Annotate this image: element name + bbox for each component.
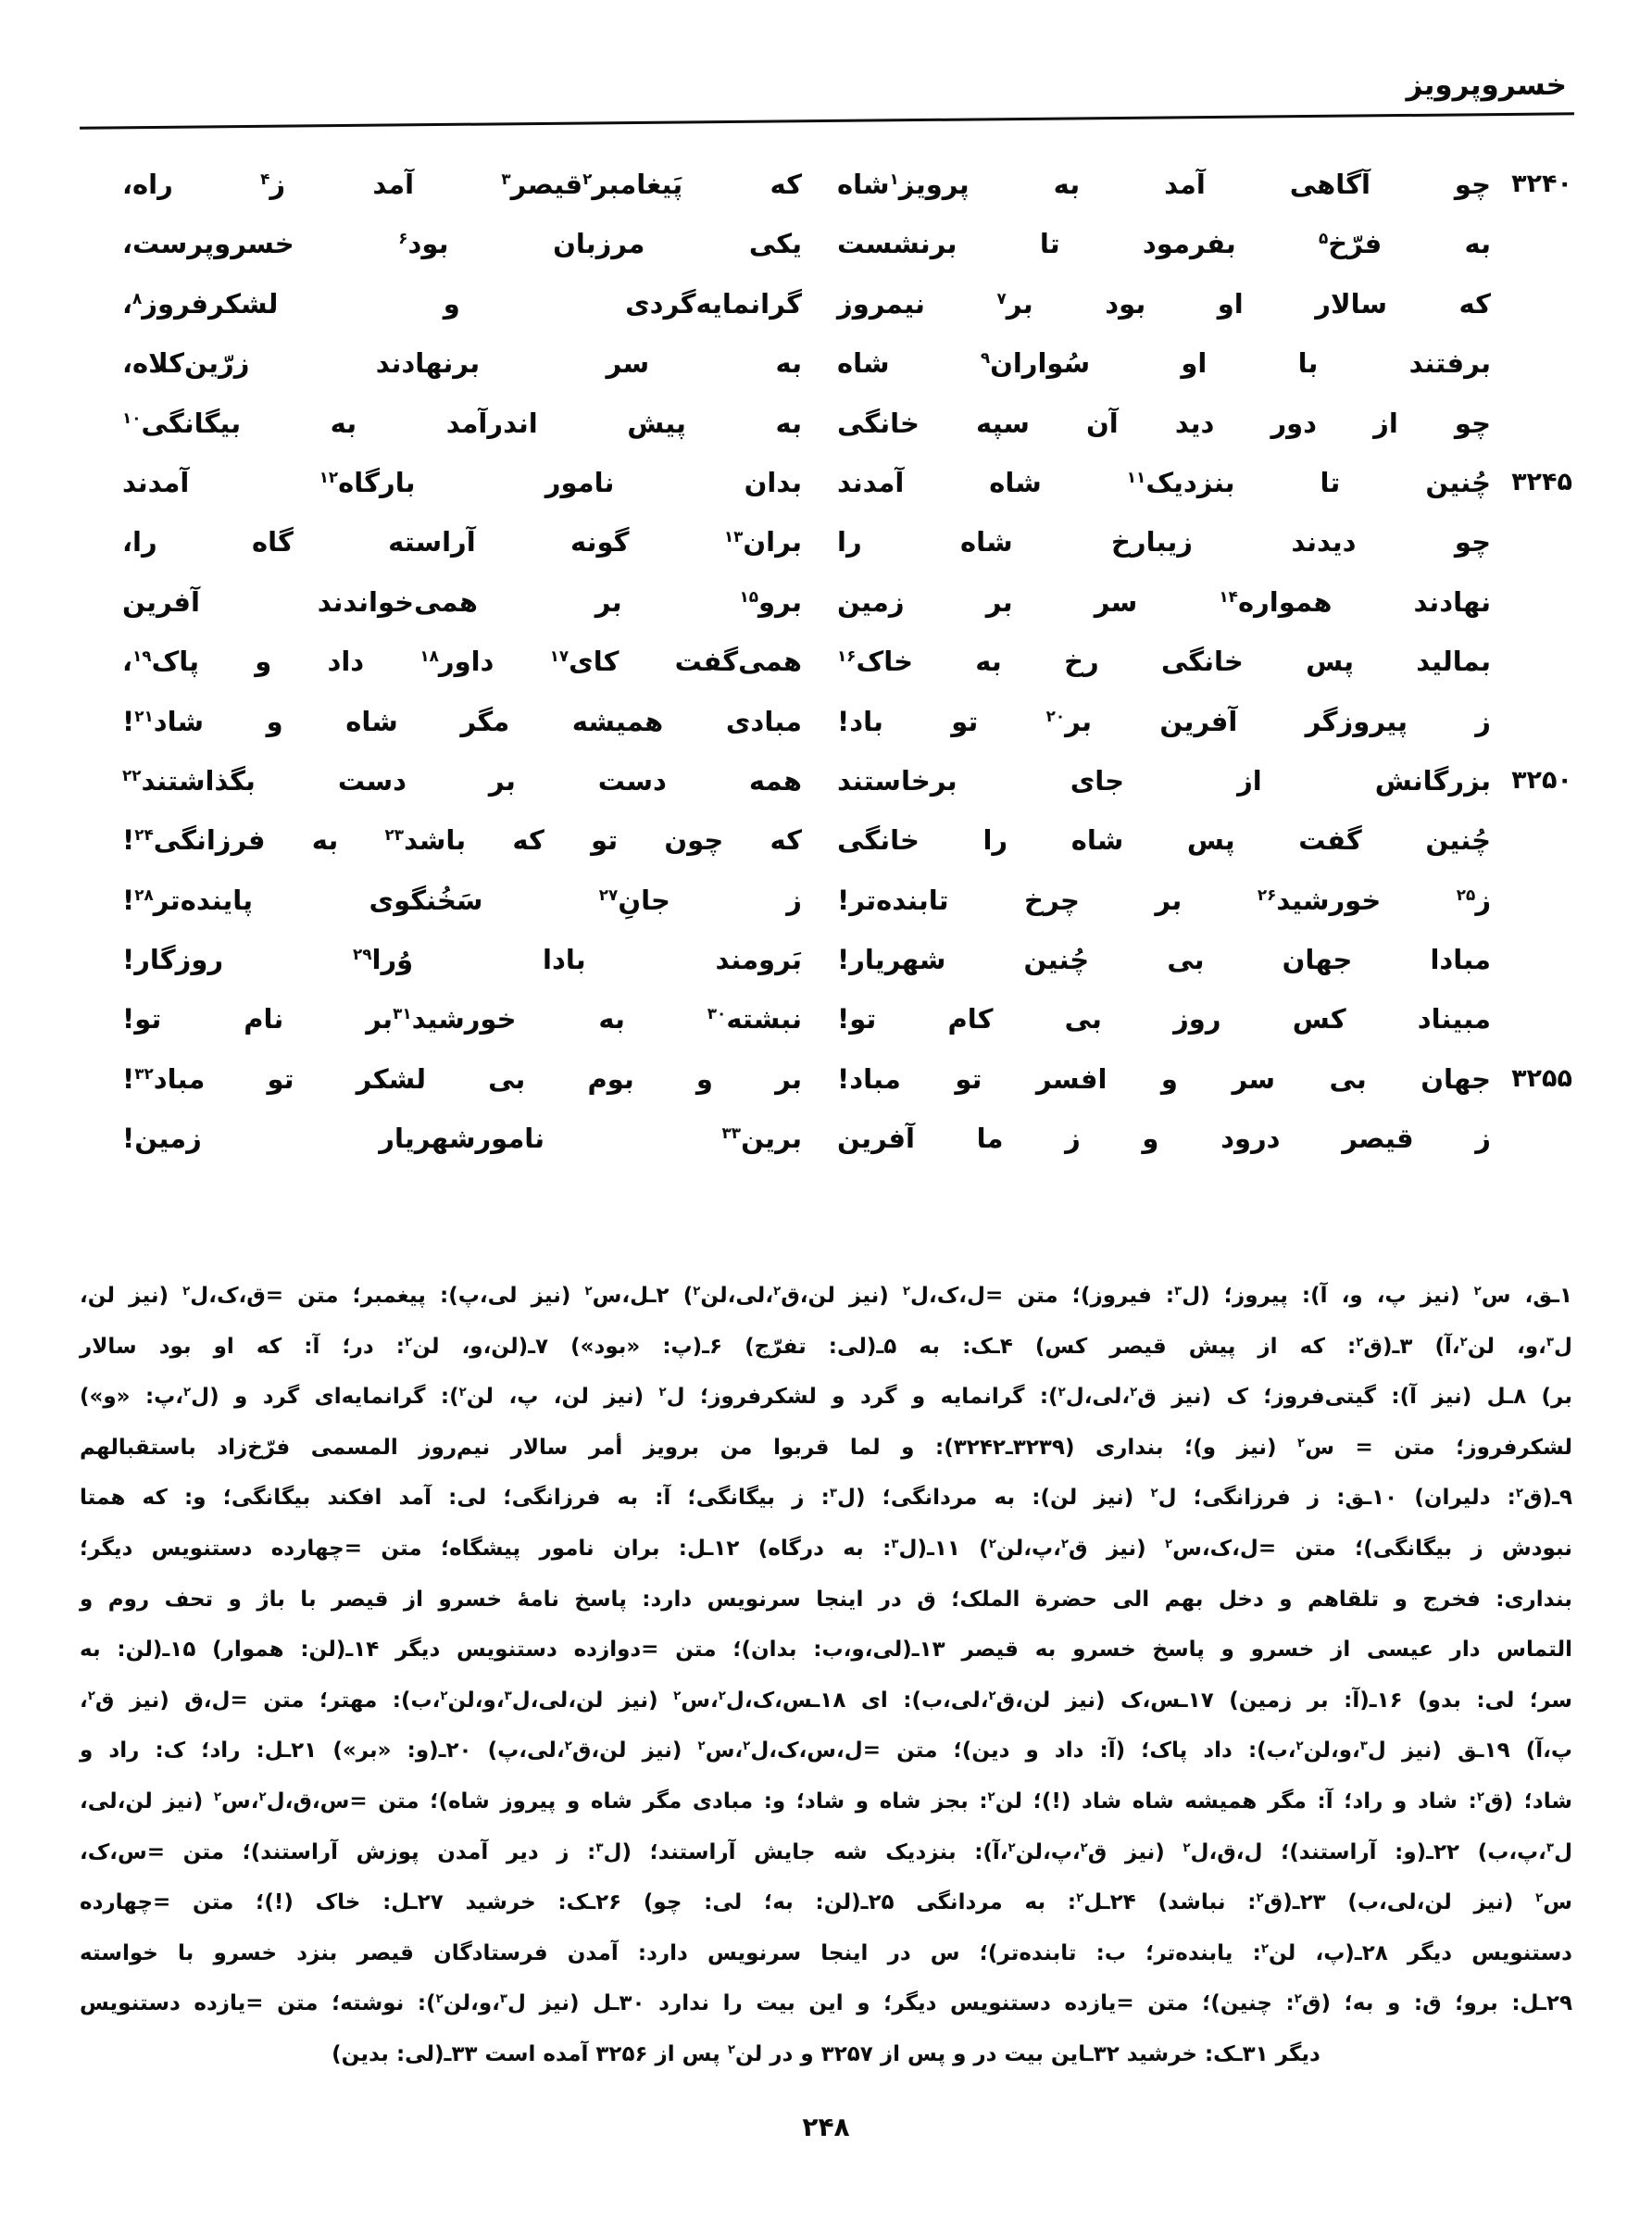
- footnote-line: دستنویس دیگر ۲۸ـ(پ، لن$^۲$: یابنده‌تر؛ ب: تابنده‌تر)؛ س در اینجا سرنویس دارد: آمدن فرستادگان قیصر بنزد خسرو با خواسته: [80, 1940, 1572, 1965]
- verse-number: [1491, 214, 1572, 273]
- verse-number: [1491, 572, 1572, 632]
- verse-row: [122, 394, 1572, 453]
- verse-number: [1491, 632, 1572, 691]
- hemistich-first: برفتند با او سُواران$^۹$ شاه: [837, 347, 1492, 380]
- verse-row: [122, 1109, 1572, 1168]
- hemistich-first: چو دیدند زیبارخ شاه را: [837, 526, 1491, 558]
- hemistich-first: چو آگاهی آمد به پرویز$^۱$شاه: [837, 169, 1491, 200]
- footnote-line: نبودش ز بیگانگی)؛ متن =ل،ک،س$^۲$ (نیز ق$^۲$،پ،لن$^۲$) ۱۱ـ(ل$^۳$: به درگاه) ۱۲ـل: بران نامور پیشگاه؛ متن =چهارده دستنویس دیگر؛: [80, 1536, 1572, 1561]
- verse-row: [122, 333, 1572, 393]
- hemistich-first: بمالید پس خانگی رخ به خاک$^{۱۶}$: [837, 646, 1491, 678]
- hemistich-second: ز جانِ$^{۲۷}$ سَخُنگوی پاینده‌تر$^{۲۸}$!: [122, 884, 802, 916]
- verse-row: [122, 871, 1572, 930]
- hemistich-second: به سر برنهادند زرّین‌کلاه،: [122, 347, 802, 380]
- verse-number: [1491, 989, 1572, 1048]
- header-rule: [80, 112, 1574, 129]
- hemistich-second: که چون تو که باشد$^{۲۳}$ به فرزانگی$^{۲۴}$!: [122, 824, 802, 857]
- hemistich-second: بدان نامور بارگاه$^{۱۲}$ آمدند: [122, 466, 803, 498]
- verse-number: [1491, 871, 1572, 930]
- verse-number: ۳۲۴۰: [1511, 169, 1572, 198]
- hemistich-first: چُنین گفت پس شاه را خانگی: [837, 824, 1491, 857]
- verse-row: [122, 632, 1572, 691]
- verse-number: [1491, 1109, 1572, 1168]
- verse-row: [122, 214, 1572, 273]
- hemistich-second: گرانمایه‌گردی و لشکرفروز$^۸$،: [122, 287, 802, 320]
- footnote-line: بنداری: فخرج و تلقاهم و دخل بهم الی حضرة الملک؛ ق در اینجا سرنویس دارد: پاسخ نامهٔ خسرو از قیصر با باژ و تحف روم و: [80, 1587, 1572, 1612]
- footnote-line: ۱ـق، س$^۲$ (نیز پ، و، آ): پیروز؛ (ل$^۳$: فیروز)؛ متن =ل،ک،ل$^۲$ (نیز لن،ق$^۲$،لی،لن$^۲$) ۲ـل،س$^۲$ (نیز لی،پ): پیغمبر؛ متن =ق،ک،ل$^۲$ (نیز لن،: [80, 1284, 1573, 1308]
- hemistich-second: یکی مرزبان بود$^۶$ خسروپرست،: [122, 228, 802, 260]
- verse-number: [1491, 930, 1572, 989]
- hemistich-second: همه دست بر دست بگذاشتند$^{۲۲}$: [122, 764, 802, 797]
- hemistich-second: به پیش اندرآمد به بیگانگی$^{۱۰}$: [122, 407, 802, 439]
- hemistich-second: برو$^{۱۵}$ بر همی‌خواندند آفرین: [122, 585, 802, 618]
- footnote-line: بر) ۸ـل (نیز آ): گیتی‌فروز؛ ک (نیز ق$^۲$،لی،ل$^۲$): گرانمایه و گرد و لشکرفروز؛ ل$^۲$ (نیز لن، پ، لن$^۲$): گرانمایه‌ای گرد و (ل$^۲$،پ: «و»): [80, 1385, 1572, 1410]
- footnote-line: التماس دار عیسی از خسرو و پاسخ خسرو به قیصر ۱۳ـ(لی،و،ب: بدان)؛ متن =دوازده دستنویس دیگر ۱۴ـ(لن: هموار) ۱۵ـ(لن: به: [80, 1638, 1573, 1663]
- verse-row: [122, 155, 1572, 214]
- hemistich-first: چُنین تا بنزدیک$^{۱۱}$ شاه آمدند: [837, 466, 1491, 498]
- hemistich-first: چو از دور دید آن سپه خانگی: [837, 407, 1491, 439]
- verse-block: [122, 155, 1572, 1169]
- page-number: ۲۴۸: [802, 2112, 850, 2142]
- hemistich-first: که سالار او بود بر$^۷$ نیمروز: [837, 287, 1491, 320]
- verse-number: ۳۲۵۵: [1511, 1063, 1572, 1093]
- verse-number: [1491, 512, 1572, 571]
- verse-row: [122, 572, 1572, 632]
- footnote-line: سر؛ لی: بدو) ۱۶ـ(آ: بر زمین) ۱۷ـس،ک (نیز لن،ق$^۲$،لی،ب): ای ۱۸ـس،ک،ل$^۲$،س$^۲$ (نیز لن،لی،ل$^۳$،و،لن$^۲$،ب): مهتر؛ متن =ل،ق (نیز ق$^۲$،: [80, 1688, 1573, 1713]
- hemistich-second: که پَیغامبر$^۲$قیصر$^۳$ آمد ز$^۴$ راه،: [122, 169, 802, 200]
- hemistich-second: بران$^{۱۳}$ گونه آراسته گاه را،: [122, 526, 802, 558]
- verse-row: [122, 930, 1572, 989]
- hemistich-first: ز پیروزگر آفرین بر$^{۲۰}$ تو باد!: [837, 705, 1491, 737]
- verse-row: [122, 453, 1572, 512]
- verse-row: [122, 989, 1572, 1048]
- hemistich-first: به فرّخ$^۵$ بفرمود تا برنشست: [837, 228, 1491, 260]
- footnote-line: ۹ـ(ق$^۲$: دلیران) ۱۰ـق: ز فرزانگی؛ ل$^۲$ (نیز لن): به مردانگی؛ (ل$^۳$: ز بیگانگی؛ آ: به فرزانگی؛ لی: آمد افکند بیگانگی؛ و: که همتا: [80, 1486, 1572, 1511]
- hemistich-second: بَرومند بادا وُرا$^{۲۹}$ روزگار!: [122, 944, 802, 976]
- verse-row: [122, 1049, 1572, 1109]
- hemistich-first: ز$^{۲۵}$ خورشید$^{۲۶}$ بر چرخ تابنده‌تر!: [837, 884, 1492, 916]
- hemistich-second: مبادی همیشه مگر شاه و شاد$^{۲۱}$!: [122, 705, 802, 737]
- verse-row: [122, 810, 1572, 870]
- verse-number: ۳۲۴۵: [1511, 467, 1572, 496]
- running-title: خسروپرویز: [1406, 69, 1567, 102]
- hemistich-first: نهادند همواره$^{۱۴}$ سر بر زمین: [837, 585, 1491, 618]
- hemistich-first: مبادا جهان بی چُنین شهریار!: [837, 944, 1491, 976]
- verse-row: [122, 692, 1572, 751]
- verse-number: [1491, 333, 1572, 393]
- hemistich-second: نبشته$^{۳۰}$ به خورشید$^{۳۱}$بر نام تو!: [122, 1003, 802, 1035]
- hemistich-second: همی‌گفت کای$^{۱۷}$ داور$^{۱۸}$ داد و پاک$^{۱۹}$،: [122, 646, 802, 678]
- verse-row: [122, 512, 1572, 571]
- verse-row: [122, 274, 1572, 333]
- footnote-line: لشکرفروز؛ متن = س$^۲$ (نیز و)؛ بنداری (۳۲۳۹ـ۳۲۴۲): و لما قربوا من برویز أمر سالار نیم‌روز المسمی فرّخ‌زاد باستقبالهم: [80, 1435, 1573, 1460]
- footnote-line: ل$^۳$،و، لن$^۲$،آ) ۳ـ(ق$^۲$: که از پیش قیصر کس) ۴ـک: به ۵ـ(لی: تفرّج) ۶ـ(پ: «بود») ۷ـ(لن،و، لن$^۲$: در؛ آ: که او بود سالار: [80, 1334, 1573, 1359]
- hemistich-first: بزرگانش از جای برخاستند: [837, 764, 1491, 797]
- verse-number: [1491, 274, 1572, 333]
- hemistich-second: بر و بوم بی لشکر تو مباد$^{۳۲}$!: [122, 1062, 802, 1095]
- verse-row: [122, 751, 1572, 810]
- footnote-line: ل$^۳$،پ،ب) ۲۲ـ(و: آراستند)؛ ل،ق،ل$^۲$ (نیز ق$^۲$،پ،لن$^۲$،آ): بنزدیک شه جایش آراستند؛ (ل$^۳$: ز دیر آمدن پوزش آراستند)؛ متن =س،ک،: [80, 1839, 1573, 1864]
- hemistich-first: جهان بی سر و افسر تو مباد!: [837, 1062, 1491, 1095]
- verse-number: ۳۲۵۰: [1511, 765, 1572, 795]
- verse-number: [1491, 810, 1572, 870]
- footnote-line: شاد؛ (ق$^۲$: شاد و راد؛ آ: مگر همیشه شاه شاد (!)؛ لن$^۲$: بجز شاه و شاد؛ و: مبادی مگر شاه و پیروز شاه)؛ متن =س،ق،ل$^۲$،س$^۲$ (نیز لن،لی،: [80, 1788, 1572, 1814]
- hemistich-second: برین$^{۳۳}$ نامورشهریار زمین!: [122, 1123, 802, 1155]
- footnote-line: س$^۲$ (نیز لن،لی،ب) ۲۳ـ(ق$^۲$: نباشد) ۲۴ـل$^۲$: به مردانگی ۲۵ـ(لن: به؛ لی: چو) ۲۶ـک: خرشید ۲۷ـل: خاک (!)؛ متن =چهارده: [80, 1890, 1572, 1915]
- footnote-line: ۲۹ـل: برو؛ ق: و به؛ (ق$^۲$: چنین)؛ متن =یازده دستنویس دیگر؛ و این بیت را ندارد ۳۰ـل (نیز ل$^۳$،و،لن$^۲$): نوشته؛ متن =یازده دستنویس: [80, 1991, 1572, 2016]
- hemistich-first: ز قیصر درود و ز ما آفرین: [837, 1123, 1491, 1155]
- footnote-line: پ،آ) ۱۹ـق (نیز ل$^۳$،و،لن$^۲$،ب): داد پاک؛ (آ: داد و دین)؛ متن =ل،س،ک،ل$^۲$،س$^۲$ (نیز لن،ق$^۲$،لی،پ) ۲۰ـ(و: «بر») ۲۱ـل: راد؛ ک: راد و: [80, 1738, 1572, 1763]
- verse-number: [1491, 692, 1572, 751]
- hemistich-first: مبیناد کس روز بی کام تو!: [837, 1003, 1491, 1035]
- footnotes: [80, 1271, 1572, 2080]
- footnote-line: دیگر ۳۱ـک: خرشید ۳۲ـاین بیت در و پس از ۳۲۵۷ و در لن$^۲$ پس از ۳۲۵۶ آمده است ۳۳ـ(لی: بدین): [332, 2041, 1320, 2066]
- verse-number: [1491, 394, 1572, 453]
